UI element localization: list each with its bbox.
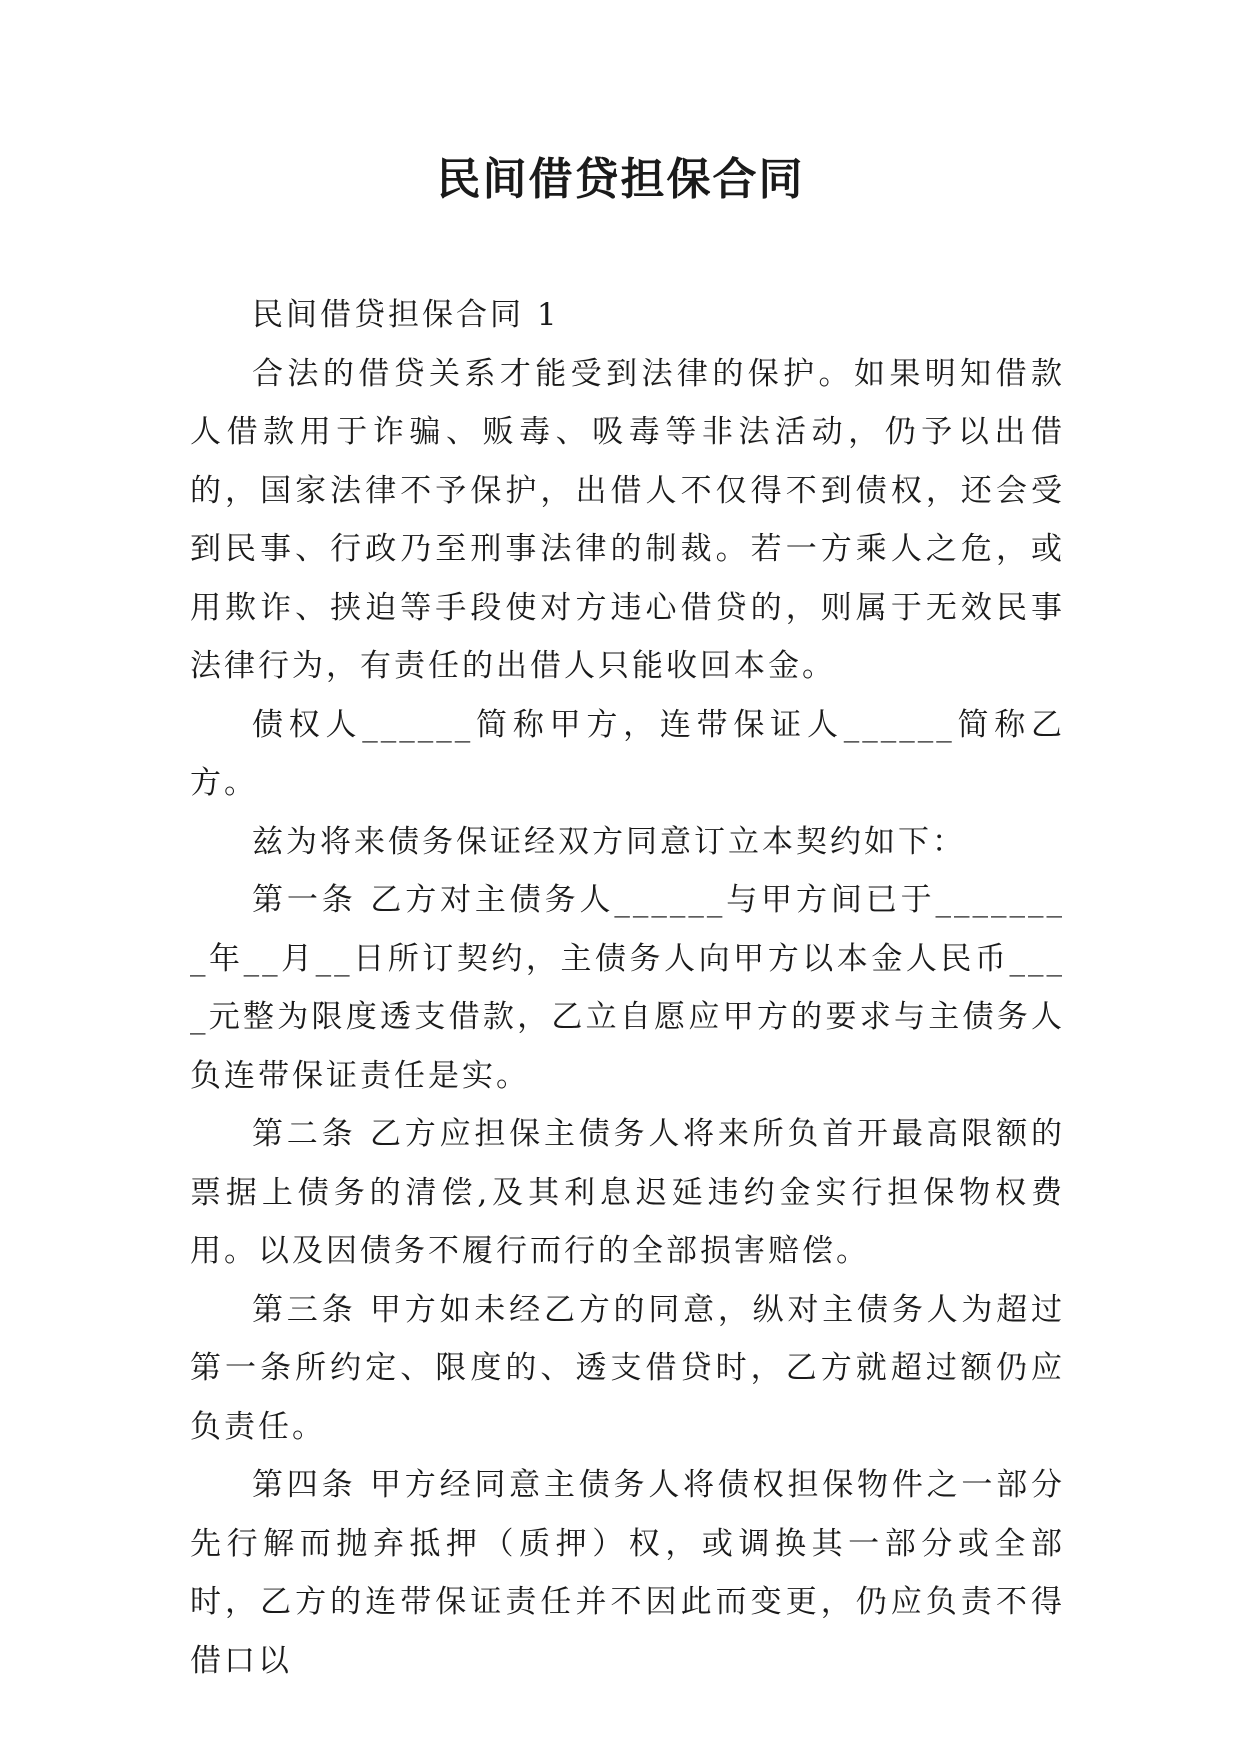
section-heading: 民间借贷担保合同 1 (252, 297, 560, 333)
paragraph-parties: 债权人______简称甲方，连带保证人______简称乙方。 (190, 706, 1065, 801)
paragraph-article-4: 第四条 甲方经同意主债务人将债权担保物件之一部分先行解而抛弃抵押（质押）权，或调换其一部分或全部时，乙方的连带保证责任并不因此而变更，仍应负责不得借口以 (190, 1467, 1065, 1679)
paragraph-preamble: 兹为将来债务保证经双方同意订立本契约如下： (252, 823, 966, 860)
paragraph-article-3: 第三条 甲方如未经乙方的同意，纵对主债务人为超过第一条所约定、限度的、透支借贷时，乙方就超过额仍应负责任。 (190, 1291, 1065, 1445)
paragraph-article-1: 第一条 乙方对主债务人______与甲方间已于________年__月__日所订契约，主债务人向甲方以本金人民币____元整为限度透支借款，乙立自愿应甲方的要求与主债务人负连带保证责任是实。 (190, 882, 1065, 1094)
paragraph-intro: 合法的借贷关系才能受到法律的保护。如果明知借款人借款用于诈骗、贩毒、吸毒等非法活动，仍予以出借的，国家法律不予保护，出借人不仅得不到债权，还会受到民事、行政乃至刑事法律的制裁。若一方乘人之危，或用欺诈、挟迫等手段使对方违心借贷的，则属于无效民事法律行为，有责任的出借人只能收回本金。 (190, 355, 1065, 684)
paragraph-article-2: 第二条 乙方应担保主债务人将来所负首开最高限额的票据上债务的清偿,及其利息迟延违约金实行担保物权费用。以及因债务不履行而行的全部损害赔偿。 (190, 1116, 1065, 1269)
document-title: 民间借贷担保合同 (436, 154, 805, 205)
document-body (190, 286, 1065, 1690)
